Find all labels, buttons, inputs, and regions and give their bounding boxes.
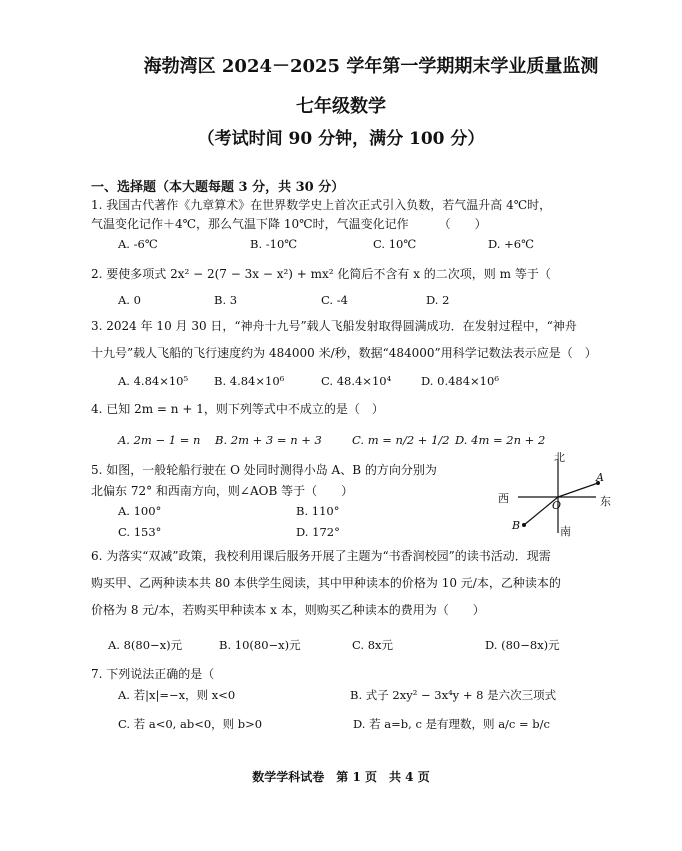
question-6-line-1: 6. 为落实“双减”政策，我校利用课后服务开展了主题为“书香润校园”的读书活动．现需 xyxy=(91,549,551,563)
option-b: B. 2m + 3 = n + 3 xyxy=(215,433,322,447)
north-label: 北 xyxy=(554,451,565,464)
option-a: A. 8(80−x)元 xyxy=(108,638,183,652)
question-5-line-1: 5. 如图，一般轮船行驶在 O 处同时测得小岛 A、B 的方向分别为 xyxy=(91,463,437,477)
option-b: B. 110° xyxy=(296,504,340,518)
ray-oa xyxy=(558,483,598,497)
point-a-label: A xyxy=(596,471,604,484)
point-o-label: O xyxy=(552,499,562,512)
option-c: C. -4 xyxy=(321,293,348,307)
question-3-line-1: 3. 2024 年 10 月 30 日，“神舟十九号”载人飞船发射取得圆满成功．在发射过程中，“神舟 xyxy=(91,319,577,333)
option-d: D. 172° xyxy=(296,525,340,539)
option-d: D. 4m = 2n + 2 xyxy=(455,433,546,447)
question-2-line-1: 2. 要使多项式 2x² − 2(7 − 3x − x²) + mx² 化简后不含有 x 的二次项，则 m 等于（ xyxy=(91,267,551,281)
question-3-line-2: 十九号”载人飞船的飞行速度约为 484000 米/秒，数据“484000”用科学记数法表示应是（ ） xyxy=(91,346,597,360)
option-c: C. 若 a<0, ab<0，则 b>0 xyxy=(118,717,263,731)
option-d: D. (80−8x)元 xyxy=(485,638,560,652)
question-1-line-2: 气温变化记作＋4℃，那么气温下降 10℃时，气温变化记作 （ ） xyxy=(91,217,487,231)
question-4-line-1: 4. 已知 2m = n + 1，则下列等式中不成立的是（ ） xyxy=(91,402,384,416)
question-6-line-2: 购买甲、乙两种读本共 80 本供学生阅读，其中甲种读本的价格为 10 元/本，乙种读本的 xyxy=(91,576,561,590)
page-footer: 数学学科试卷 第 1 页 共 4 页 xyxy=(252,770,430,784)
option-a: A. 0 xyxy=(118,293,141,307)
compass-figure xyxy=(496,451,616,538)
exam-info: （考试时间 90 分钟，满分 100 分） xyxy=(197,129,485,149)
option-b: B. 4.84×10⁶ xyxy=(214,374,285,388)
option-c: C. 48.4×10⁴ xyxy=(321,374,392,388)
option-b: B. -10℃ xyxy=(250,237,298,251)
east-label: 东 xyxy=(600,495,611,508)
west-label: 西 xyxy=(498,492,509,505)
point-b-label: B xyxy=(512,519,521,532)
option-c: C. 10℃ xyxy=(373,237,417,251)
section-heading: 一、选择题（本大题每题 3 分，共 30 分） xyxy=(91,180,345,195)
option-a: A. -6℃ xyxy=(118,237,158,251)
option-a: A. 若|x|=−x，则 x<0 xyxy=(118,688,236,702)
option-b: B. 式子 2xy² − 3x⁴y + 8 是六次三项式 xyxy=(350,688,557,702)
exam-subtitle: 七年级数学 xyxy=(296,96,386,117)
question-1-line-1: 1. 我国古代著作《九章算术》在世界数学史上首次正式引入负数，若气温升高 4℃时， xyxy=(91,198,552,212)
question-5-line-2: 北偏东 72° 和西南方向，则∠AOB 等于（ ） xyxy=(91,484,354,498)
option-c: C. 8x元 xyxy=(352,638,394,652)
option-d: D. 0.484×10⁶ xyxy=(421,374,499,388)
option-a: A. 100° xyxy=(118,504,162,518)
option-a: A. 2m − 1 = n xyxy=(118,433,201,447)
option-b: B. 10(80−x)元 xyxy=(219,638,301,652)
option-b: B. 3 xyxy=(214,293,238,307)
option-a: A. 4.84×10⁵ xyxy=(118,374,189,388)
question-6-line-3: 价格为 8 元/本，若购买甲种读本 x 本，则购买乙种读本的费用为（ ） xyxy=(91,603,485,617)
option-c: C. 153° xyxy=(118,525,162,539)
option-d: D. 2 xyxy=(426,293,450,307)
question-7-line-1: 7. 下列说法正确的是（ xyxy=(91,667,215,681)
option-c: C. m = n/2 + 1/2 xyxy=(352,433,450,447)
point-b-dot xyxy=(522,523,526,527)
option-d: D. 若 a=b, c 是有理数，则 a/c = b/c xyxy=(353,717,550,731)
south-label: 南 xyxy=(560,525,571,538)
exam-title: 海勃湾区 2024－2025 学年第一学期期末学业质量监测 xyxy=(143,56,599,77)
option-d: D. +6℃ xyxy=(488,237,534,251)
